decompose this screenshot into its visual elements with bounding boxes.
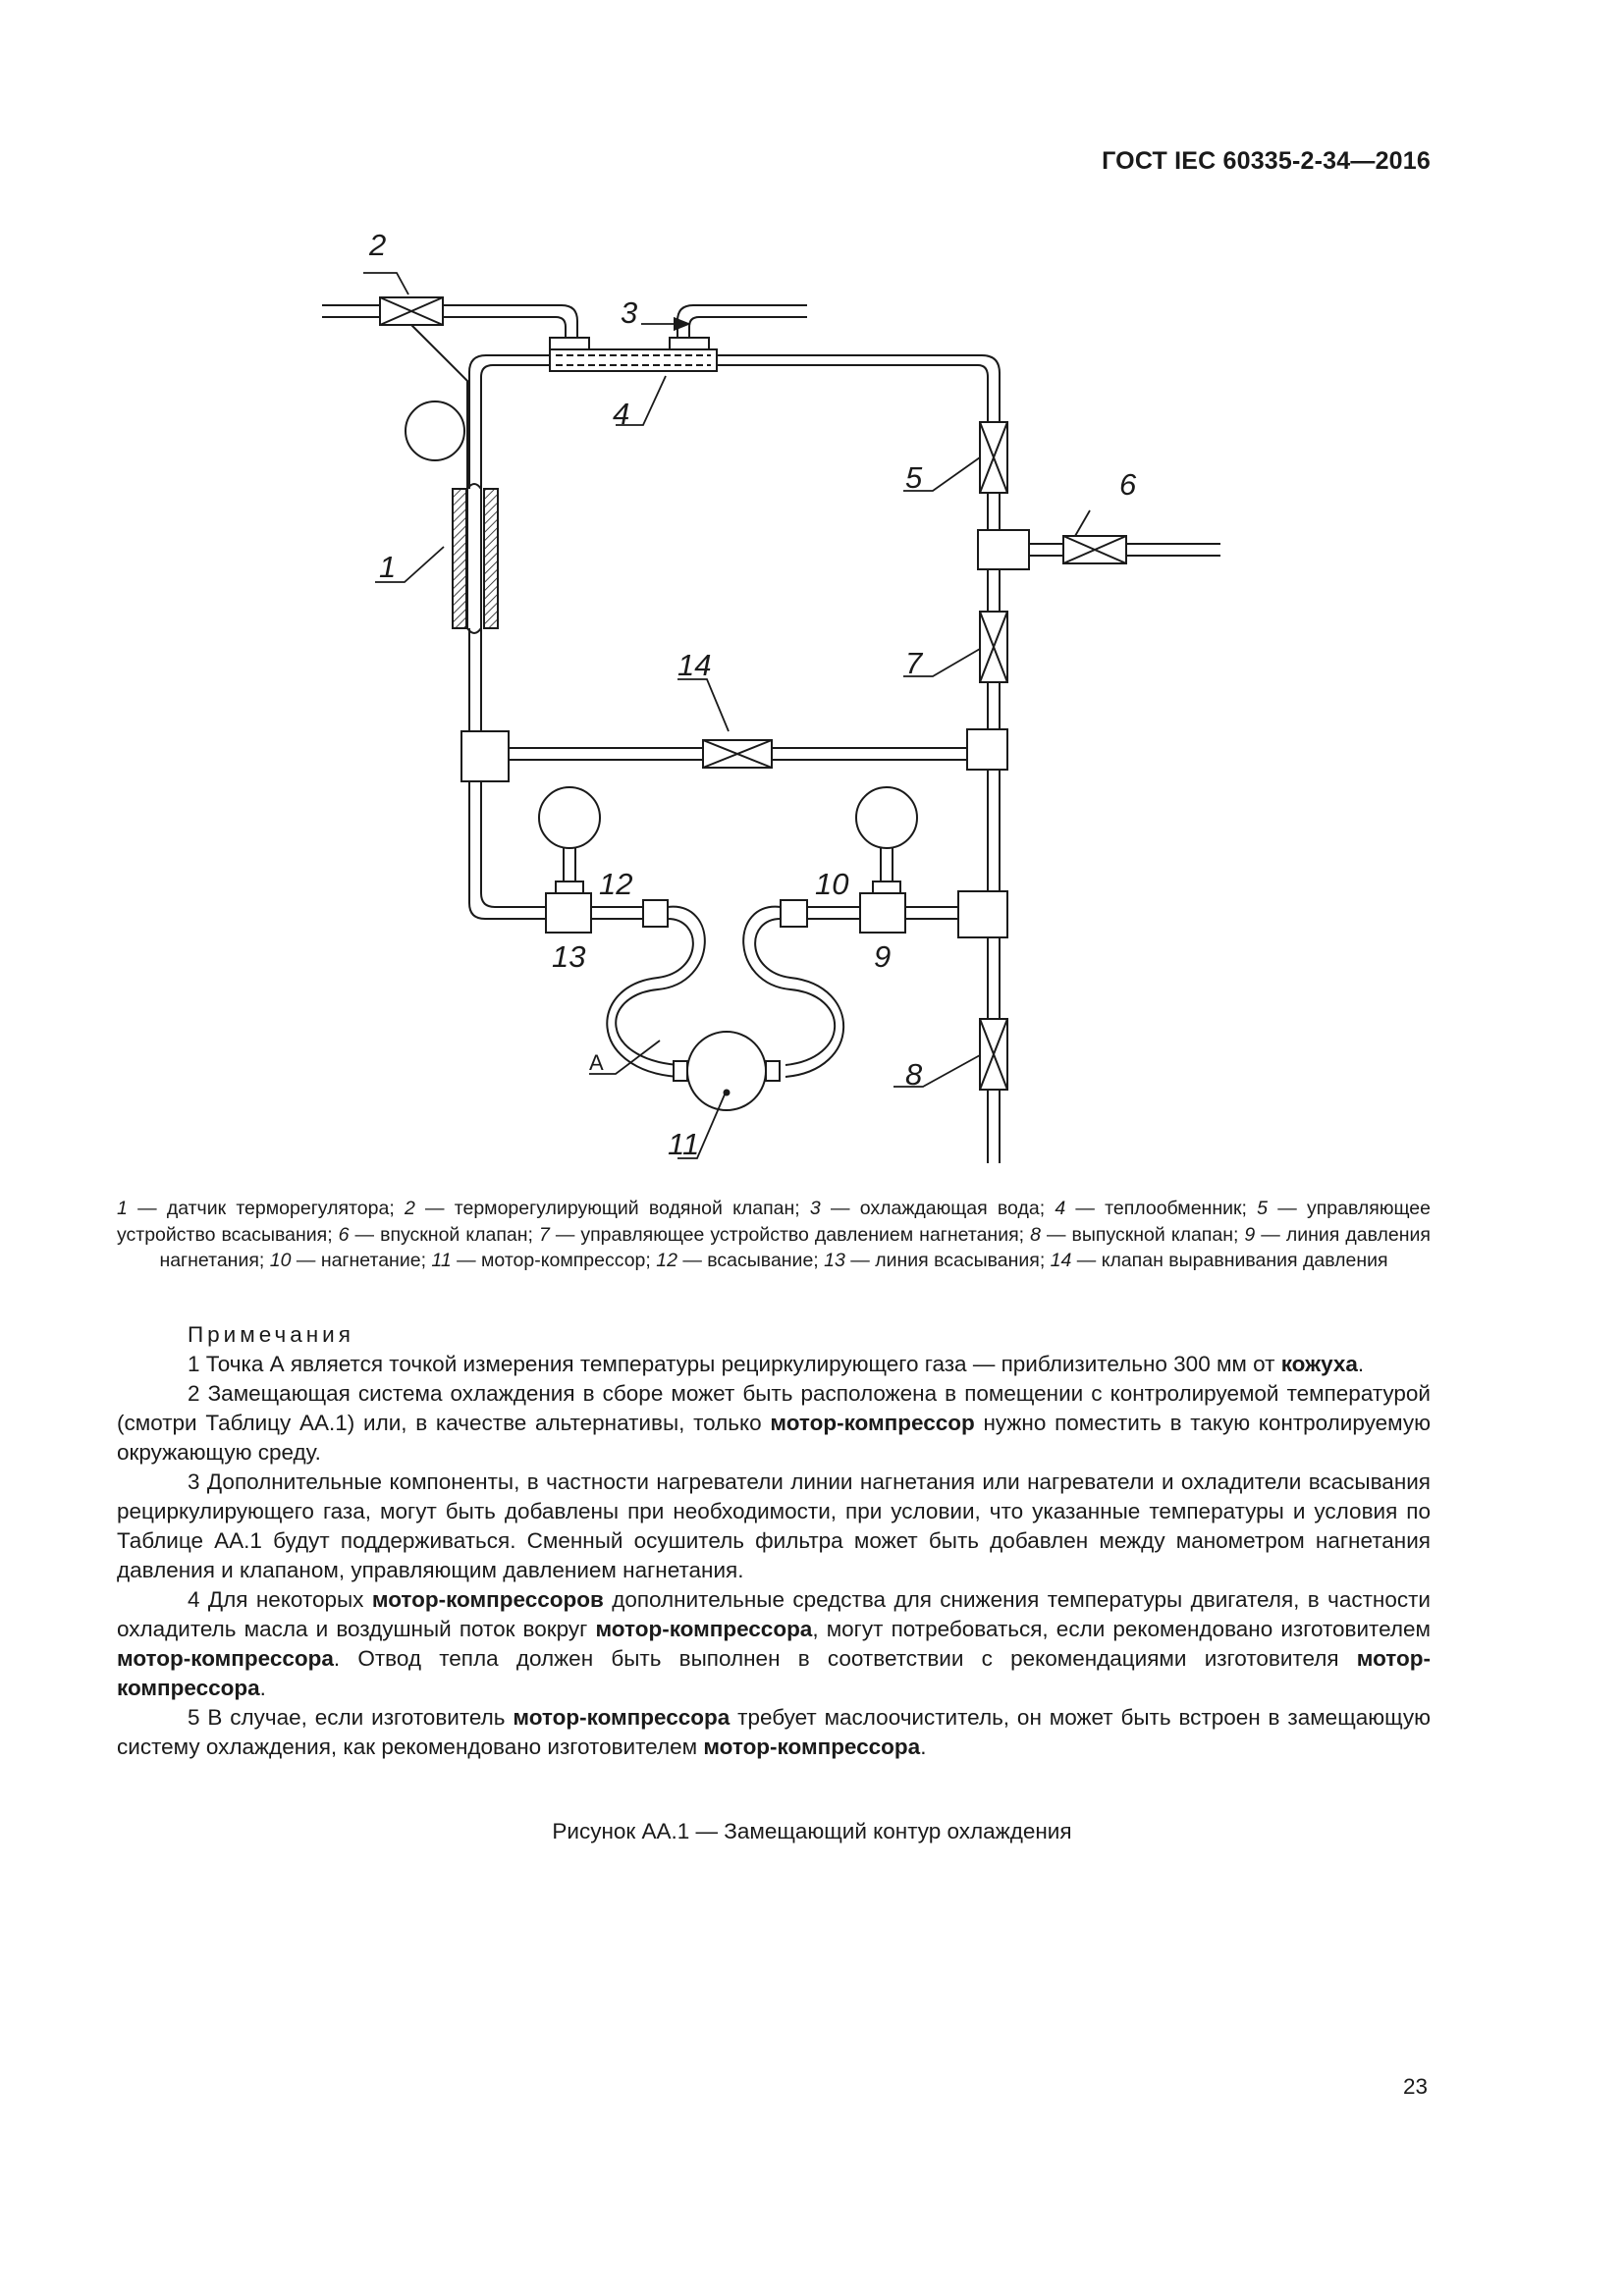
suction-control-device-5 [980,422,1007,493]
legend-item: 9 — линия давления нагнетания; [159,1223,1431,1271]
thermostat-sensor-1 [453,484,498,633]
label-5: 5 [905,460,923,495]
valve-2-linkage [411,325,467,489]
motor-compressor-11 [674,1032,780,1110]
cooling-water-outlet-pipe [677,305,807,338]
label-4: 4 [613,397,630,431]
thermostatic-water-valve-2 [380,297,443,325]
pressure-equalizing-valve-14 [703,740,772,768]
label-14: 14 [677,648,712,682]
note-5: 5 В случае, если изготовитель мотор-компрессора требует маслоочиститель, он может быть встроен в замещающую систему охлаждения, как рекомендовано изготовителем мотор-компрессора. [117,1705,1431,1759]
figure-legend [117,1196,1431,1274]
legend-item: 14 — клапан выравнивания давления [1050,1250,1388,1271]
legend-item: 1 — датчик терморегулятора; [117,1198,405,1219]
discharge-pressure-control-7 [980,612,1007,682]
label-13: 13 [552,939,586,974]
cooling-water-inlet-pipe [322,305,577,338]
document-id: ГОСТ IEC 60335-2-34—2016 [1102,147,1431,175]
legend-item: 10 — нагнетание; [269,1250,432,1271]
label-12: 12 [599,867,633,901]
inlet-valve-6 [1063,536,1126,563]
label-7: 7 [905,646,923,680]
label-9: 9 [874,939,892,974]
legend-item: 8 — выпускной клапан; [1030,1223,1245,1246]
legend-item: 3 — охлаждающая вода; [809,1198,1056,1219]
heat-exchanger-4 [550,338,717,371]
figure-caption: Рисунок АА.1 — Замещающий контур охлаждения [552,1819,1072,1843]
note-1: 1 Точка А является точкой измерения температуры рециркулирующего газа — приблизительно 300 мм от кожуха. [188,1352,1365,1376]
suction-hose [607,907,705,1077]
notes-title: Примечания [188,1322,354,1347]
outlet-valve-8 [980,1019,1007,1090]
label-1: 1 [379,550,397,584]
label-3: 3 [621,295,638,330]
legend-item: 6 — впускной клапан; [338,1223,539,1246]
note-2: 2 Замещающая система охлаждения в сборе может быть расположена в помещении с контролируемой температурой (смотри Таблицу АА.1) или, в качестве альтернативы, только мотор-компрессор нужно поместить в такую контролируемую окружающую среду. [117,1381,1431,1465]
refrigerant-loop-left [469,355,550,919]
label-8: 8 [905,1057,923,1092]
legend-item: 13 — линия всасывания; [824,1250,1051,1271]
page-number: 23 [1402,2074,1428,2099]
legend-item: 7 — управляющее устройство давлением нагнетания; [538,1223,1031,1246]
notes-section [117,1320,1431,1762]
discharge-gauge [856,787,917,893]
legend-item: 4 — теплообменник; [1055,1198,1258,1219]
legend-item: 11 — мотор-компрессор; [431,1250,657,1271]
label-11: 11 [668,1127,700,1161]
legend-item: 2 — терморегулирующий водяной клапан; [404,1198,810,1219]
legend-item: 12 — всасывание; [656,1250,825,1271]
note-4: 4 Для некоторых мотор-компрессоров дополнительные средства для снижения температуры двигателя, в частности охладитель масла и воздушный поток вокруг мотор-компрессора, могут потребоваться, если рекомендовано изготовителем мотор-компрессора. Отвод тепла должен быть выполнен в соответствии с рекомендациями изготовителя мотор-компрессора. [117,1587,1431,1700]
suction-gauge [539,787,600,893]
sensor-bulb [406,401,464,460]
label-10: 10 [815,867,849,901]
refrigerant-loop-right-top [717,355,1000,422]
label-point-a: А [589,1050,604,1075]
label-2: 2 [369,228,387,262]
label-6: 6 [1119,467,1137,502]
note-3: 3 Дополнительные компоненты, в частности нагреватели линии нагнетания или нагреватели и охладители всасывания рециркулирующего газа, могут быть добавлены при необходимости, при условии, что указанные температуры и условия по Таблице АА.1 будут поддерживаться. Сменный осушитель фильтра может быть добавлен между манометром нагнетания давления и клапаном, управляющим давлением нагнетания. [117,1469,1431,1582]
legend-item: 5 — управляющее устройство всасывания; [117,1198,1431,1246]
